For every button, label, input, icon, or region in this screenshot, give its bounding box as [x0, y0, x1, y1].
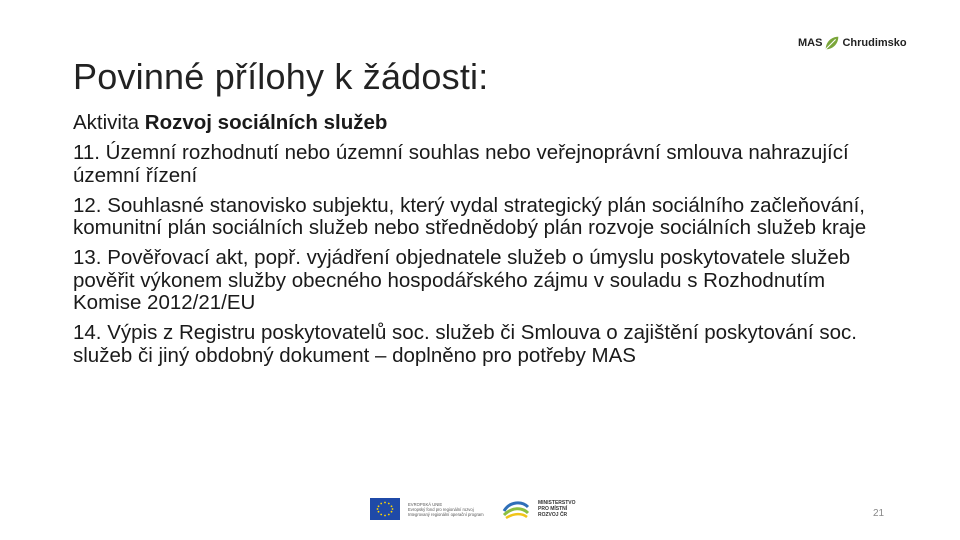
activity-prefix: Aktivita	[73, 111, 145, 134]
mas-chrudimsko-logo	[798, 34, 907, 52]
leaf-icon	[823, 34, 841, 52]
ministry-caption-line: MINISTERSTVO	[538, 500, 576, 506]
logo-chrudimsko-text: Chrudimsko	[842, 37, 907, 49]
activity-line	[73, 112, 883, 135]
eu-flag-icon	[370, 498, 400, 520]
list-item: 11. Územní rozhodnutí nebo územní souhlas nebo veřejnoprávní smlouva nahrazující územní řízení	[73, 140, 849, 187]
footer-logos	[370, 494, 588, 524]
list-item: 14. Výpis z Registru poskytovatelů soc. služeb či Smlouva o zajištění poskytování soc. služeb či jiný obdobný dokument – doplněno pro potřeby MAS	[73, 321, 857, 367]
list-item: 12. Souhlasné stanovisko subjektu, který vydal strategický plán sociálního začleňování, komunitní plán sociálních služeb nebo střednědobý plán rozvoje sociálních služeb kraje	[73, 193, 867, 240]
eu-caption-line: Evropský fond pro regionální rozvoj	[408, 506, 474, 512]
ministry-caption-line: ROZVOJ ČR	[538, 512, 568, 518]
slide-title: Povinné přílohy k žádosti:	[73, 56, 489, 97]
slide-content	[73, 112, 883, 375]
list-item: 13. Pověřovací akt, popř. vyjádření objednatele služeb o úmyslu poskytovatele služeb pověřit výkonem služby obecného hospodářského zájmu v souladu s Rozhodnutím Komise 2012/21/EU	[73, 246, 851, 315]
eu-caption-line: EVROPSKÁ UNIE	[408, 501, 443, 507]
page-number: 21	[873, 508, 885, 519]
ministry-caption-line: PRO MÍSTNÍ	[538, 506, 568, 512]
ministry-logo-icon	[502, 497, 530, 521]
ministry-caption	[538, 500, 588, 518]
eu-caption	[408, 502, 494, 517]
logo-mas-text: MAS	[798, 37, 823, 49]
activity-name: Rozvoj sociálních služeb	[144, 111, 388, 134]
eu-caption-line: Integrovaný regionální operační program	[408, 511, 484, 517]
